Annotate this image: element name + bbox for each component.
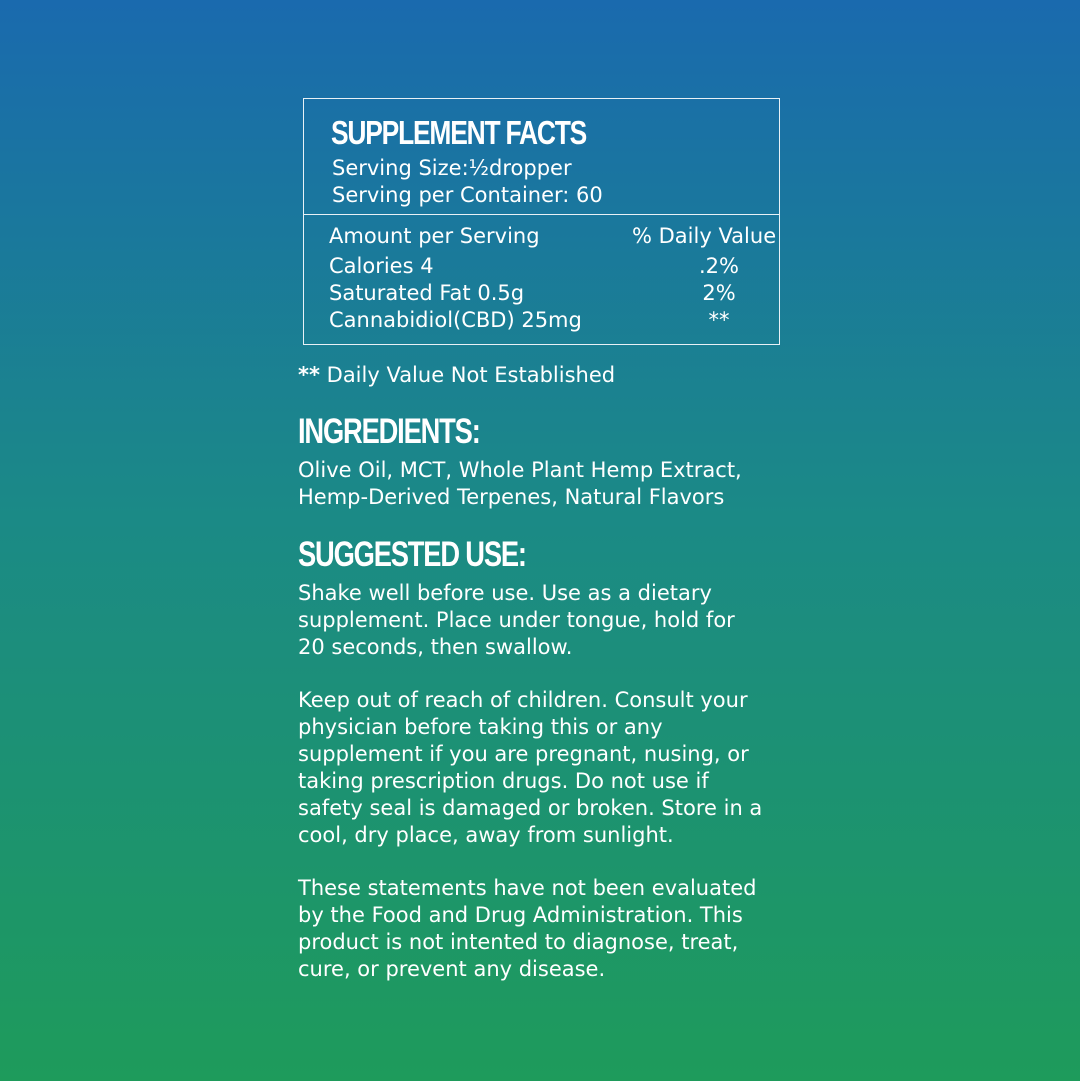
supplement-facts-panel xyxy=(303,98,780,345)
warning-paragraph: Keep out of reach of children. Consult your physician before taking this or any supplement if you are pregnant, nusing, or taking prescription drugs. Do not use if safety seal is damaged or broken. Store in a cool, dry place, away from sunlight. xyxy=(298,688,763,847)
nutrient-name: Cannabidiol(CBD) 25mg xyxy=(329,308,582,332)
supplement-facts-title: SUPPLEMENT FACTS xyxy=(331,114,587,151)
ingredients-text: Olive Oil, MCT, Whole Plant Hemp Extract, Hemp-Derived Terpenes, Natural Flavors xyxy=(298,458,742,509)
daily-value-footnote: ** Daily Value Not Established xyxy=(298,363,616,387)
header-daily-value: % Daily Value xyxy=(632,224,777,248)
nutrient-daily-value: 2% xyxy=(702,281,736,305)
nutrient-name: Calories 4 xyxy=(329,254,434,278)
header-amount: Amount per Serving xyxy=(329,224,540,248)
serving-size-unit: dropper xyxy=(489,156,572,180)
facts-divider xyxy=(304,214,779,215)
nutrient-name: Saturated Fat 0.5g xyxy=(329,281,525,305)
facts-row xyxy=(329,280,759,307)
nutrient-daily-value: .2% xyxy=(699,254,739,278)
facts-row xyxy=(329,307,759,334)
suggested-use-paragraph: Shake well before use. Use as a dietary supplement. Place under tongue, hold for 20 seconds, then swallow. xyxy=(298,581,735,659)
facts-row xyxy=(329,253,759,280)
serving-size: Serving Size:½dropper xyxy=(332,156,572,180)
facts-header-row xyxy=(329,223,777,250)
suggested-use-heading: SUGGESTED USE: xyxy=(298,535,526,574)
fda-disclaimer-paragraph: These statements have not been evaluated by the Food and Drug Administration. This product is not intented to diagnose, treat, cure, or prevent any disease. xyxy=(298,876,757,981)
ingredients-heading: INGREDIENTS: xyxy=(298,412,480,451)
serving-size-fraction: ½ xyxy=(468,156,490,180)
nutrient-daily-value: ** xyxy=(708,308,730,332)
servings-per-container: Serving per Container: 60 xyxy=(332,183,603,207)
